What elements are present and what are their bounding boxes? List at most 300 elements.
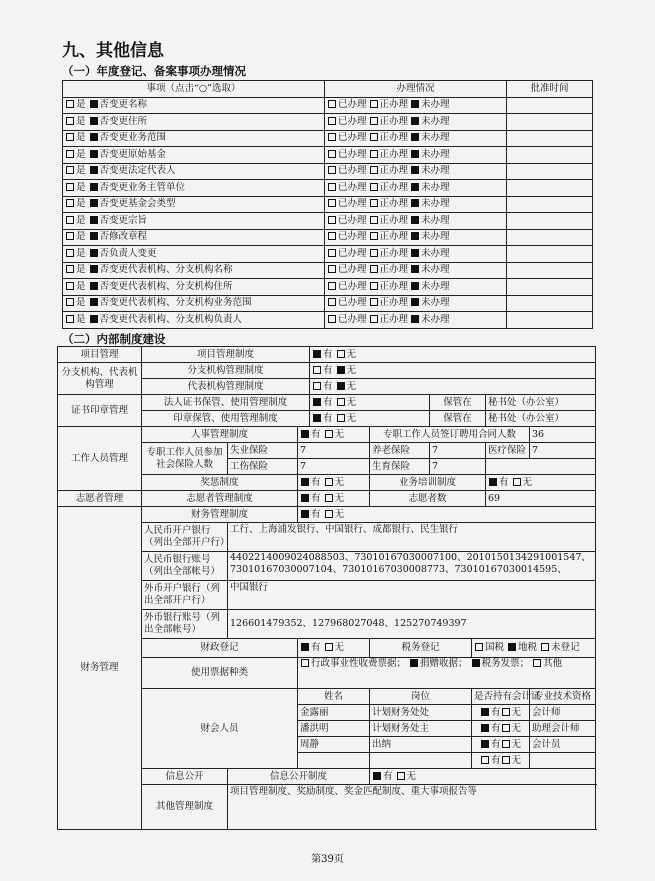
maternity-value: 7 [430,459,486,475]
status-notdone-label: 未办理 [421,247,450,259]
fx-account-value: 126601479352、127968027048、125270749397 [228,610,596,639]
checkbox-national-tax[interactable] [475,643,483,651]
item-cell [63,213,325,230]
no-label: 无 [334,508,345,520]
checkbox-yes[interactable] [66,150,74,158]
yes-label: 有 [490,722,501,734]
cat-finance: 财务管理 [58,507,142,830]
checkbox-training-yes[interactable] [489,478,497,486]
acc-header-cert: 是否持有会计证 [472,689,530,705]
no-label: 无 [511,706,522,718]
yes-label: 有 [323,380,333,392]
item-label: 否变更代表机构、分支机构业务范围 [99,297,252,309]
checkbox-in-progress[interactable] [370,315,378,323]
yes-label: 有 [490,738,501,750]
yes-label: 是 [76,214,86,226]
item-cell [63,246,325,263]
rmb-account-line-1: 4402214009024088503、73010167030007100、201015013429100154​7、 [230,552,591,563]
date-cell[interactable] [507,246,593,263]
yes-label: 有 [499,476,509,488]
yes-label: 是 [76,198,86,210]
col-header-item: 事项（点击“○”选取） [63,81,325,98]
acc-header-qual: 专业技术资格 [530,689,596,705]
date-cell[interactable] [507,130,593,147]
item-cell [63,180,325,197]
item-cell [63,229,325,246]
yes-label: 是 [76,297,86,309]
checkbox-cert-yes[interactable] [313,398,321,406]
checkbox-hr-no[interactable] [325,430,333,438]
checkbox-not-done[interactable] [411,298,419,306]
cat-project: 项目管理 [58,347,142,363]
injury-value: 7 [298,459,370,475]
date-cell[interactable] [507,114,593,131]
cat-staff: 工作人员管理 [58,427,142,491]
checkbox-in-progress[interactable] [370,199,378,207]
rmb-account-value [228,552,596,581]
checkbox-project-no[interactable] [337,350,345,358]
yes-label: 有 [311,642,321,653]
checkbox-yes[interactable] [66,298,74,306]
date-cell[interactable] [507,295,593,312]
status-done-label: 已办理 [338,264,367,276]
date-cell[interactable] [507,163,593,180]
checkbox-no[interactable] [90,100,98,108]
item-label: 否变更宗旨 [99,214,148,226]
checkbox-disclosure-yes[interactable] [373,772,381,780]
hr-system-label: 人事管理制度 [142,427,298,443]
status-progress-label: 正办理 [379,214,409,226]
training-system-choice [486,475,596,491]
acc-header-post: 岗位 [370,689,472,705]
disclosure-system-choice [370,769,596,785]
fiscal-reg-label: 财政登记 [142,639,298,658]
checkbox-no[interactable] [90,199,98,207]
status-done-label: 已办理 [338,115,367,127]
seal-system-choice [310,411,430,427]
status-progress-label: 正办理 [379,99,409,111]
table-row [63,229,593,246]
fx-bank-label: 外币开户银行（列出全部开户行） [142,581,228,610]
checkbox-yes[interactable] [66,249,74,257]
checkbox-cert-no[interactable] [337,398,345,406]
date-cell[interactable] [507,312,593,329]
receipt-types-label: 使用票据种类 [142,658,298,689]
acc-qual: 助理会计师 [530,721,596,737]
checkbox-done[interactable] [328,199,336,207]
no-label: 无 [346,380,357,392]
status-done-label: 已办理 [338,198,367,210]
checkbox-no[interactable] [90,249,98,257]
checkbox-not-done[interactable] [411,216,419,224]
checkbox-no[interactable] [90,166,98,174]
yes-label: 有 [323,364,333,376]
yes-label: 是 [76,231,86,243]
checkbox-not-done[interactable] [411,133,419,141]
checkbox-in-progress[interactable] [370,100,378,108]
yes-label: 有 [311,492,321,504]
cert-keeper-value: 秘书处（办公室） [486,395,596,411]
checkbox-receipt-donation[interactable] [410,659,418,667]
item-cell [63,163,325,180]
status-notdone-label: 未办理 [421,181,450,193]
checkbox-no[interactable] [90,232,98,240]
status-done-label: 已办理 [338,148,367,160]
yes-label: 是 [76,264,86,276]
status-progress-label: 正办理 [379,247,409,259]
status-done-label: 已办理 [338,132,367,144]
table-row [63,97,593,114]
status-notdone-label: 未办理 [421,231,450,243]
acc-name: 周静 [298,737,370,753]
rmb-account-label: 人民币银行账号（列出全部帐号） [142,552,228,581]
checkbox-local-tax[interactable] [508,643,516,651]
checkbox-not-done[interactable] [411,282,419,290]
yes-label: 是 [76,115,86,127]
yes-label: 是 [76,181,86,193]
checkbox-in-progress[interactable] [370,265,378,273]
status-notdone-label: 未办理 [421,313,450,325]
checkbox-in-progress[interactable] [370,133,378,141]
checkbox-receipt-fee[interactable] [301,659,309,667]
status-done-label: 已办理 [338,181,367,193]
checkbox-in-progress[interactable] [370,117,378,125]
section2-title: （二）内部制度建设 [62,332,166,346]
checkbox-in-progress[interactable] [370,282,378,290]
item-cell [63,262,325,279]
status-done-label: 已办理 [338,247,367,259]
checkbox-training-no[interactable] [513,478,521,486]
status-done-label: 已办理 [338,313,367,325]
rep-system-label: 代表机构管理制度 [142,379,310,395]
table-row [63,163,593,180]
acc-qual [530,753,596,769]
checkbox-done[interactable] [328,133,336,141]
checkbox-done[interactable] [328,249,336,257]
volunteer-system-label: 志愿者管理制度 [142,491,298,507]
item-label: 否变更法定代表人 [99,165,176,177]
internal-system-table [57,346,596,830]
checkbox-done[interactable] [328,166,336,174]
date-cell[interactable] [507,97,593,114]
yes-label: 是 [76,148,86,160]
cert-keeper-label: 保管在 [430,395,486,411]
checkbox-yes[interactable] [66,166,74,174]
status-cell [325,246,507,263]
status-cell [325,163,507,180]
table-row [63,114,593,131]
checkbox-no[interactable] [90,183,98,191]
branch-system-choice [310,363,596,379]
checkbox-no[interactable] [90,117,98,125]
date-cell[interactable] [507,262,593,279]
checkbox-in-progress[interactable] [370,166,378,174]
checkbox-reward-no[interactable] [325,478,333,486]
pension-label: 养老保险 [370,443,430,459]
yes-label: 有 [311,476,321,488]
receipt-other-label: 其他 [543,658,563,669]
checkbox-branch-yes[interactable] [313,366,321,374]
table-row [63,279,593,296]
checkbox-in-progress[interactable] [370,298,378,306]
checkbox-not-done[interactable] [411,265,419,273]
checkbox-rep-yes[interactable] [313,382,321,390]
checkbox-yes[interactable] [66,282,74,290]
seal-keeper-label: 保管在 [430,411,486,427]
item-cell [63,130,325,147]
checkbox-finance-no[interactable] [325,510,333,518]
checkbox-no[interactable] [90,282,98,290]
checkbox-not-done[interactable] [411,117,419,125]
checkbox-not-done[interactable] [411,199,419,207]
checkbox-branch-no[interactable] [337,366,345,374]
tax-none-label: 未登记 [551,642,580,653]
checkbox-project-yes[interactable] [313,350,321,358]
item-label: 否变更基金会类型 [99,198,176,210]
status-progress-label: 正办理 [379,231,409,243]
medical-value: 7 [530,443,596,459]
checkbox-yes[interactable] [66,199,74,207]
receipt-types-choice [298,658,596,689]
table-row [63,312,593,329]
date-cell[interactable] [507,213,593,230]
item-cell [63,279,325,296]
checkbox-rep-no[interactable] [337,382,345,390]
project-system-choice [310,347,596,363]
checkbox-cert-no[interactable] [502,708,510,716]
item-cell [63,312,325,329]
yes-label: 是 [76,99,86,111]
status-notdone-label: 未办理 [421,115,450,127]
checkbox-done[interactable] [328,282,336,290]
table-row [63,213,593,230]
training-system-label: 业务培训制度 [370,475,486,491]
checkbox-no[interactable] [90,133,98,141]
status-notdone-label: 未办理 [421,214,450,226]
checkbox-cert-no[interactable] [502,756,510,764]
yes-label: 是 [76,132,86,144]
checkbox-yes[interactable] [66,100,74,108]
checkbox-done[interactable] [328,232,336,240]
checkbox-done[interactable] [328,216,336,224]
checkbox-yes[interactable] [66,265,74,273]
checkbox-cert-yes[interactable] [481,756,489,764]
checkbox-not-done[interactable] [411,183,419,191]
cat-volunteer: 志愿者管理 [58,491,142,507]
receipt-tax-label: 税务发票； [481,658,530,669]
table-row [63,262,593,279]
checkbox-cert-yes[interactable] [481,708,489,716]
checkbox-cert-no[interactable] [502,724,510,732]
checkbox-no[interactable] [90,265,98,273]
checkbox-yes[interactable] [66,117,74,125]
item-cell [63,147,325,164]
status-cell [325,97,507,114]
status-progress-label: 正办理 [379,198,409,210]
tax-reg-choice [472,639,596,658]
checkbox-yes[interactable] [66,183,74,191]
yes-label: 有 [490,754,501,766]
checkbox-finance-yes[interactable] [301,510,309,518]
checkbox-tax-none[interactable] [541,643,549,651]
item-label: 否变更名称 [99,99,148,111]
checkbox-done[interactable] [328,315,336,323]
yes-label: 是 [76,165,86,177]
date-cell[interactable] [507,147,593,164]
yes-label: 有 [323,396,333,408]
yes-label: 有 [311,428,321,440]
yes-label: 是 [76,247,86,259]
status-done-label: 已办理 [338,165,367,177]
checkbox-no[interactable] [90,315,98,323]
date-cell[interactable] [507,229,593,246]
table-row [63,147,593,164]
status-cell [325,180,507,197]
status-cell [325,196,507,213]
national-tax-label: 国税 [485,642,505,653]
receipt-fee-label: 行政事业性收费票据； [311,658,407,669]
status-cell [325,147,507,164]
no-label: 无 [334,642,345,653]
status-done-label: 已办理 [338,297,367,309]
status-cell [325,130,507,147]
checkbox-hr-yes[interactable] [301,430,309,438]
checkbox-not-done[interactable] [411,232,419,240]
status-progress-label: 正办理 [379,115,409,127]
rep-system-choice [310,379,596,395]
item-cell [63,97,325,114]
status-progress-label: 正办理 [379,148,409,160]
cat-disclosure: 信息公开 [142,769,228,785]
acc-name: 潘洪明 [298,721,370,737]
status-progress-label: 正办理 [379,280,409,292]
col-header-status: 办理情况 [325,81,507,98]
item-cell [63,295,325,312]
checkbox-reward-yes[interactable] [301,478,309,486]
checkbox-cert-yes[interactable] [481,724,489,732]
status-progress-label: 正办理 [379,313,409,325]
checkbox-cert-no[interactable] [502,740,510,748]
local-tax-label: 地税 [518,642,538,653]
checkbox-no[interactable] [90,150,98,158]
status-notdone-label: 未办理 [421,165,450,177]
status-cell [325,114,507,131]
checkbox-volunteer-no[interactable] [325,494,333,502]
checkbox-seal-no[interactable] [337,414,345,422]
yes-label: 有 [323,348,333,360]
yes-label: 有 [383,770,393,782]
checkbox-not-done[interactable] [411,249,419,257]
insurance-label: 专职工作人员参加社会保险人数 [142,443,228,475]
checkbox-no[interactable] [90,298,98,306]
checkbox-receipt-tax[interactable] [472,659,480,667]
checkbox-yes[interactable] [66,216,74,224]
status-cell [325,295,507,312]
checkbox-volunteer-yes[interactable] [301,494,309,502]
no-label: 无 [511,722,522,734]
seal-keeper-value: 秘书处（办公室） [486,411,596,427]
page-title: 九、其他信息 [62,41,164,61]
checkbox-done[interactable] [328,183,336,191]
yes-label: 有 [323,412,333,424]
checkbox-fiscal-yes[interactable] [301,643,309,651]
status-cell [325,279,507,296]
status-progress-label: 正办理 [379,165,409,177]
checkbox-done[interactable] [328,100,336,108]
yes-label: 是 [76,313,86,325]
status-done-label: 已办理 [338,99,367,111]
tax-reg-label: 税务登记 [370,639,472,658]
checkbox-done[interactable] [328,298,336,306]
checkbox-cert-yes[interactable] [481,740,489,748]
checkbox-not-done[interactable] [411,150,419,158]
checkbox-not-done[interactable] [411,315,419,323]
checkbox-yes[interactable] [66,315,74,323]
checkbox-not-done[interactable] [411,166,419,174]
checkbox-no[interactable] [90,216,98,224]
checkbox-in-progress[interactable] [370,232,378,240]
table-row [63,295,593,312]
acc-name [298,753,370,769]
reward-system-label: 奖惩制度 [142,475,298,491]
acc-header-name: 姓名 [298,689,370,705]
checkbox-done[interactable] [328,150,336,158]
no-label: 无 [346,348,357,360]
checkbox-yes[interactable] [66,133,74,141]
status-progress-label: 正办理 [379,297,409,309]
checkbox-done[interactable] [328,265,336,273]
no-label: 无 [334,428,345,440]
cat-other: 其他管理制度 [142,785,228,830]
disclosure-system-label: 信息公开制度 [228,769,370,785]
cat-branch: 分支机构、代表机构管理 [58,363,142,395]
status-notdone-label: 未办理 [421,132,450,144]
status-progress-label: 正办理 [379,264,409,276]
acc-qual: 会计员 [530,737,596,753]
item-label: 否变更业务范围 [99,132,167,144]
checkbox-done[interactable] [328,117,336,125]
registration-table [62,80,593,329]
acc-qual: 会计师 [530,705,596,721]
status-notdone-label: 未办理 [421,280,450,292]
medical-label: 医疗保险 [486,443,530,459]
checkbox-receipt-other[interactable] [533,659,541,667]
checkbox-disclosure-no[interactable] [397,772,405,780]
date-cell[interactable] [507,196,593,213]
table-row [63,130,593,147]
status-progress-label: 正办理 [379,132,409,144]
contract-count-value: 36 [530,427,596,443]
no-label: 无 [406,770,417,782]
status-cell [325,262,507,279]
item-cell [63,196,325,213]
no-label: 无 [522,476,533,488]
checkbox-in-progress[interactable] [370,150,378,158]
branch-system-label: 分支机构管理制度 [142,363,310,379]
checkbox-seal-yes[interactable] [313,414,321,422]
checkbox-in-progress[interactable] [370,249,378,257]
checkbox-fiscal-no[interactable] [325,643,333,651]
date-cell[interactable] [507,180,593,197]
accountant-label: 财会人员 [142,689,298,769]
injury-label: 工伤保险 [228,459,298,475]
checkbox-in-progress[interactable] [370,183,378,191]
date-cell[interactable] [507,279,593,296]
checkbox-in-progress[interactable] [370,216,378,224]
status-cell [325,213,507,230]
checkbox-not-done[interactable] [411,100,419,108]
checkbox-yes[interactable] [66,232,74,240]
